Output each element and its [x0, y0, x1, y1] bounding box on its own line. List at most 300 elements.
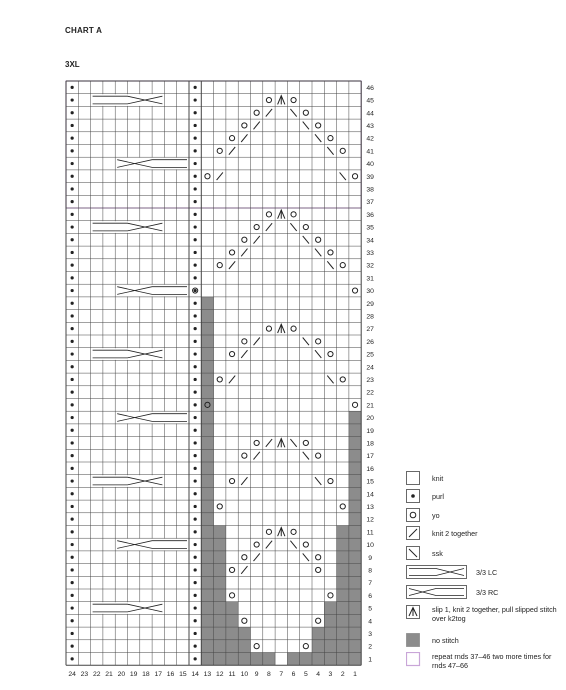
stitch-yo	[328, 351, 333, 356]
column-label: 6	[291, 671, 296, 679]
sk2p-icon	[406, 605, 421, 620]
row-label: 11	[366, 529, 374, 537]
purl-stitch	[194, 556, 197, 559]
row-label: 35	[366, 224, 374, 232]
yo-stitch	[266, 529, 271, 534]
purl-stitch	[194, 276, 197, 279]
stitch-yo	[316, 567, 321, 572]
no-stitch-cell	[201, 386, 213, 399]
yo-stitch	[266, 212, 271, 217]
stitch-k2tog	[241, 477, 247, 485]
purl-stitch	[71, 518, 74, 521]
yo-stitch	[217, 148, 222, 153]
column-label: 17	[154, 671, 163, 679]
legend-label: repeat rnds 37–46 two more times for rnds 47–66	[432, 652, 552, 670]
column-label: 15	[179, 671, 187, 679]
k2tog-stitch	[254, 236, 260, 244]
k2tog-stitch	[266, 541, 272, 549]
no-stitch-cell	[201, 437, 213, 450]
yo-stitch	[328, 478, 333, 483]
stitch-yo	[291, 97, 296, 102]
purl-stitch	[194, 365, 197, 368]
purl-stitch	[194, 492, 197, 495]
stitch-yo	[340, 377, 345, 382]
purl-stitch	[71, 606, 74, 609]
purl-stitch	[71, 429, 74, 432]
yo-stitch	[316, 453, 321, 458]
no-stitch-cell	[201, 487, 213, 500]
purl-stitch	[71, 98, 74, 101]
no-stitch-cell	[201, 449, 213, 462]
stitch-k2tog	[254, 122, 260, 130]
stitch-yo	[303, 440, 308, 445]
stitch-k2tog	[266, 439, 272, 447]
row-label: 21	[366, 402, 374, 410]
purl-stitch	[71, 124, 74, 127]
ssk-stitch	[303, 338, 309, 346]
no-stitch-cell	[201, 462, 213, 475]
stitch-yo	[316, 453, 321, 458]
yo-stitch	[242, 237, 247, 242]
yo-stitch	[291, 326, 296, 331]
k2tog-stitch	[229, 376, 235, 384]
yo-stitch	[254, 542, 259, 547]
no-stitch-cell	[201, 360, 213, 373]
purl-stitch	[194, 289, 197, 292]
stitch-ssk	[290, 223, 296, 231]
row-label: 34	[366, 237, 374, 245]
purl-stitch	[194, 454, 197, 457]
stitch-k2tog	[229, 261, 235, 269]
stitch-k2tog	[254, 452, 260, 460]
stitch-ssk	[327, 261, 333, 269]
ssk-stitch	[327, 376, 333, 384]
yo-stitch	[316, 237, 321, 242]
stitch-yo	[205, 174, 210, 179]
no-stitch-cell	[201, 310, 213, 323]
ssk-stitch	[303, 122, 309, 130]
row-label: 4	[368, 618, 373, 626]
purl-stitch	[194, 568, 197, 571]
purl-stitch	[71, 632, 74, 635]
purl-stitch	[194, 162, 197, 165]
ssk-stitch	[290, 439, 296, 447]
stitch-yo	[229, 567, 234, 572]
row-label: 20	[366, 415, 374, 423]
no-stitch-cell	[201, 373, 213, 386]
no-stitch-cell	[349, 437, 361, 450]
yo-stitch	[242, 339, 247, 344]
k2tog-stitch	[266, 439, 272, 447]
stitch-k2tog	[229, 376, 235, 384]
stitch-k2tog	[241, 350, 247, 358]
yo-stitch	[340, 263, 345, 268]
stitch-k2tog	[254, 553, 260, 561]
column-label: 21	[105, 671, 113, 679]
purl-stitch	[194, 657, 197, 660]
yo-stitch	[328, 250, 333, 255]
column-label: 8	[267, 671, 271, 679]
purl-stitch	[71, 556, 74, 559]
yo-stitch	[352, 288, 357, 293]
column-label: 2	[340, 671, 345, 679]
yo-stitch	[254, 644, 259, 649]
purl-stitch	[71, 416, 74, 419]
row-label: 6	[368, 592, 373, 600]
row-label: 19	[366, 427, 374, 435]
k2tog-stitch	[241, 566, 247, 574]
purl-stitch	[71, 657, 74, 660]
legend-label: yo	[432, 511, 440, 520]
row-label: 36	[366, 211, 374, 219]
column-label: 11	[228, 671, 236, 679]
purl-stitch	[71, 238, 74, 241]
stitch-ssk	[327, 147, 333, 155]
purl-stitch	[194, 479, 197, 482]
purl-stitch	[194, 264, 197, 267]
purl-icon	[406, 489, 421, 504]
yo-stitch	[266, 97, 271, 102]
row-label: 33	[366, 249, 374, 257]
no-stitch-cell	[201, 297, 213, 310]
stitch-yo	[303, 644, 308, 649]
no-stitch-cell	[324, 614, 361, 627]
column-label: 1	[353, 671, 357, 679]
purl-stitch	[194, 467, 197, 470]
stitch-yo	[217, 263, 222, 268]
stitch-yo	[291, 529, 296, 534]
purl-stitch	[194, 302, 197, 305]
purl-stitch	[71, 530, 74, 533]
yo-stitch	[229, 593, 234, 598]
stitch-k2tog	[266, 223, 272, 231]
stitch-yo	[328, 478, 333, 483]
cable-3-3-lc	[91, 221, 164, 233]
stitch-yo	[266, 326, 271, 331]
no-stitch-cell	[201, 335, 213, 348]
column-label: 9	[254, 671, 259, 679]
purl-stitch	[71, 645, 74, 648]
column-label: 24	[68, 671, 76, 679]
stitch-yo	[254, 542, 259, 547]
no-stitch-cell	[349, 449, 361, 462]
cable-3-3-lc	[91, 94, 164, 106]
ssk-stitch	[340, 172, 346, 180]
row-label: 7	[368, 580, 373, 588]
stitch-k2tog	[266, 541, 272, 549]
purl-stitch	[71, 289, 74, 292]
purl-stitch	[194, 581, 197, 584]
row-label: 28	[366, 313, 374, 321]
no-stitch-cell	[201, 513, 213, 526]
purl-stitch	[71, 213, 74, 216]
ssk-stitch	[290, 223, 296, 231]
no-stitch-cell	[201, 411, 213, 424]
yo-stitch	[316, 567, 321, 572]
yo-stitch	[205, 174, 210, 179]
stitch-sk2p	[278, 210, 285, 219]
stitch-k2tog	[241, 566, 247, 574]
row-label: 16	[366, 465, 374, 473]
k2tog-stitch	[254, 452, 260, 460]
purl-stitch	[194, 594, 197, 597]
column-label: 4	[316, 671, 321, 679]
purl-stitch	[194, 543, 197, 546]
yo-stitch	[229, 250, 234, 255]
purl-stitch	[71, 594, 74, 597]
yo-stitch	[328, 593, 333, 598]
column-label: 16	[166, 671, 175, 679]
legend-label: slip 1, knit 2 together, pull slipped stitch over k2tog	[432, 605, 557, 623]
stitch-yo	[316, 339, 321, 344]
purl-stitch	[71, 302, 74, 305]
ssk-stitch	[327, 261, 333, 269]
purl-stitch	[71, 225, 74, 228]
yo-stitch	[291, 529, 296, 534]
yo-stitch	[291, 97, 296, 102]
purl-stitch	[194, 251, 197, 254]
purl-stitch	[194, 149, 197, 152]
ssk-stitch	[315, 350, 321, 358]
cable-3-3-rc	[116, 285, 189, 297]
purl-stitch	[71, 111, 74, 114]
stitch-sk2p	[278, 439, 285, 448]
purl-stitch	[71, 340, 74, 343]
stitch-yo	[291, 326, 296, 331]
purl-stitch	[194, 175, 197, 178]
stitch-yo	[303, 224, 308, 229]
purl-stitch	[194, 352, 197, 355]
stitch-yo	[217, 377, 222, 382]
column-label: 5	[303, 671, 308, 679]
yo-stitch	[340, 504, 345, 509]
yo-stitch	[229, 351, 234, 356]
yo-stitch	[303, 440, 308, 445]
stitch-yo	[254, 644, 259, 649]
yo-stitch	[229, 136, 234, 141]
row-label: 42	[366, 135, 374, 143]
stitch-ssk	[340, 172, 346, 180]
purl-stitch	[194, 619, 197, 622]
purl-stitch	[71, 137, 74, 140]
row-label: 46	[366, 84, 374, 92]
k2tog-stitch	[229, 261, 235, 269]
yo-stitch	[254, 224, 259, 229]
purl-stitch	[194, 225, 197, 228]
row-label: 39	[366, 173, 374, 181]
purl-stitch	[194, 327, 197, 330]
row-label: 23	[366, 376, 374, 384]
purl-stitch	[71, 352, 74, 355]
stitch-yo	[242, 453, 247, 458]
stitch-yo	[229, 250, 234, 255]
stitch-ssk	[303, 122, 309, 130]
stitch-ssk	[290, 541, 296, 549]
stitch-yo	[229, 478, 234, 483]
no-stitch-cell	[349, 462, 361, 475]
stitch-yo	[217, 504, 222, 509]
row-label: 14	[366, 491, 374, 499]
row-label: 24	[366, 364, 374, 372]
column-label: 19	[129, 671, 138, 679]
row-label: 32	[366, 262, 374, 270]
no-stitch-cell	[201, 424, 213, 437]
stitch-yo	[229, 136, 234, 141]
row-label: 25	[366, 351, 374, 359]
legend-label: 3/3 LC	[476, 568, 498, 577]
k2tog-stitch	[241, 249, 247, 257]
stitch-yo	[266, 97, 271, 102]
purl-stitch	[194, 429, 197, 432]
purl-stitch	[71, 187, 74, 190]
row-label: 8	[368, 567, 373, 575]
row-label: 2	[368, 643, 373, 651]
yo-stitch	[316, 618, 321, 623]
stitch-sk2p	[278, 96, 285, 105]
yo-stitch	[303, 644, 308, 649]
stitch-ssk	[290, 109, 296, 117]
purl-stitch	[194, 124, 197, 127]
column-label: 14	[191, 671, 199, 679]
no-stitch-cell	[201, 475, 213, 488]
stitch-yo	[316, 618, 321, 623]
stitch-ssk	[315, 477, 321, 485]
stitch-ssk	[303, 338, 309, 346]
k2tog-stitch	[217, 172, 223, 180]
purl-stitch	[71, 403, 74, 406]
cable-3-3-lc	[91, 475, 164, 487]
purl-stitch	[194, 111, 197, 114]
purl-stitch	[71, 175, 74, 178]
stitch-k2tog	[266, 109, 272, 117]
cable-3-3-rc	[116, 158, 189, 170]
column-label: 13	[203, 671, 212, 679]
purl-stitch	[194, 518, 197, 521]
cable-3-3-lc	[91, 602, 164, 614]
purl-stitch	[194, 314, 197, 317]
row-label: 17	[366, 453, 374, 461]
size-label: 3XL	[65, 60, 80, 69]
yo-stitch	[254, 110, 259, 115]
yo-stitch	[316, 339, 321, 344]
lc-icon	[406, 565, 468, 580]
purl-stitch	[194, 187, 197, 190]
purl-stitch	[71, 200, 74, 203]
chart-title: CHART A	[65, 26, 103, 35]
no-stitch-cell	[349, 475, 361, 488]
no-stitch-cell	[201, 614, 238, 627]
purl-stitch	[194, 416, 197, 419]
yo-stitch	[303, 110, 308, 115]
row-label: 13	[366, 503, 374, 511]
row-label: 37	[366, 199, 374, 207]
k2tog-stitch	[254, 338, 260, 346]
row-label: 43	[366, 122, 374, 130]
stitch-yo	[254, 110, 259, 115]
stitch-yo	[242, 123, 247, 128]
column-label: 23	[80, 671, 89, 679]
k2tog-stitch	[254, 122, 260, 130]
stitch-ssk	[327, 376, 333, 384]
purl-stitch	[194, 238, 197, 241]
ssk-icon	[406, 546, 421, 561]
column-label: 22	[92, 671, 101, 679]
column-label: 20	[117, 671, 126, 679]
row-label: 15	[366, 478, 374, 486]
row-label: 18	[366, 440, 374, 448]
purl-stitch	[194, 98, 197, 101]
purl-stitch	[71, 276, 74, 279]
yo-stitch	[217, 263, 222, 268]
stitch-yo	[340, 263, 345, 268]
purl-stitch	[194, 86, 197, 89]
stitch-k2tog	[254, 338, 260, 346]
purl-stitch	[71, 378, 74, 381]
stitch-ssk	[315, 350, 321, 358]
stitch-ssk	[290, 439, 296, 447]
stitch-yo	[266, 529, 271, 534]
k2tog-stitch	[254, 553, 260, 561]
purl-stitch	[194, 441, 197, 444]
row-label: 31	[366, 275, 374, 283]
rc-icon	[406, 585, 468, 600]
yo-stitch	[242, 618, 247, 623]
stitch-yo	[352, 174, 357, 179]
stitch-yo	[316, 123, 321, 128]
purl-stitch	[194, 403, 197, 406]
stitch-yo	[328, 136, 333, 141]
purl-stitch	[71, 314, 74, 317]
row-label: 29	[366, 300, 374, 308]
stitch-yo	[316, 237, 321, 242]
stitch-ssk	[315, 134, 321, 142]
row-label: 12	[366, 516, 374, 524]
legend-label: purl	[432, 492, 444, 501]
stitch-yo	[217, 148, 222, 153]
purl-stitch	[71, 619, 74, 622]
yo-stitch	[242, 453, 247, 458]
row-label: 38	[366, 186, 374, 194]
stitch-yo	[303, 110, 308, 115]
yo-icon	[406, 508, 421, 523]
cable-3-3-rc	[116, 412, 189, 424]
no-stitch-cell	[349, 487, 361, 500]
purl-stitch	[71, 505, 74, 508]
stitch-k2tog	[217, 172, 223, 180]
yo-stitch	[352, 174, 357, 179]
purl-stitch	[71, 543, 74, 546]
stitch-yo	[242, 555, 247, 560]
stitch-yo	[254, 224, 259, 229]
purl-stitch	[71, 327, 74, 330]
stitch-ssk	[315, 249, 321, 257]
ssk-stitch	[315, 477, 321, 485]
yo-stitch	[316, 123, 321, 128]
yo-stitch	[229, 567, 234, 572]
cable-3-3-lc	[91, 348, 164, 360]
yo-stitch	[229, 478, 234, 483]
no-stitch-cell	[349, 513, 361, 526]
row-label: 45	[366, 97, 374, 105]
column-label: 10	[240, 671, 249, 679]
k2tog-stitch	[266, 109, 272, 117]
stitch-yo	[316, 555, 321, 560]
purl-stitch	[194, 213, 197, 216]
yo-stitch	[340, 148, 345, 153]
stitch-yo	[242, 618, 247, 623]
ssk-stitch	[290, 541, 296, 549]
yo-stitch	[328, 351, 333, 356]
